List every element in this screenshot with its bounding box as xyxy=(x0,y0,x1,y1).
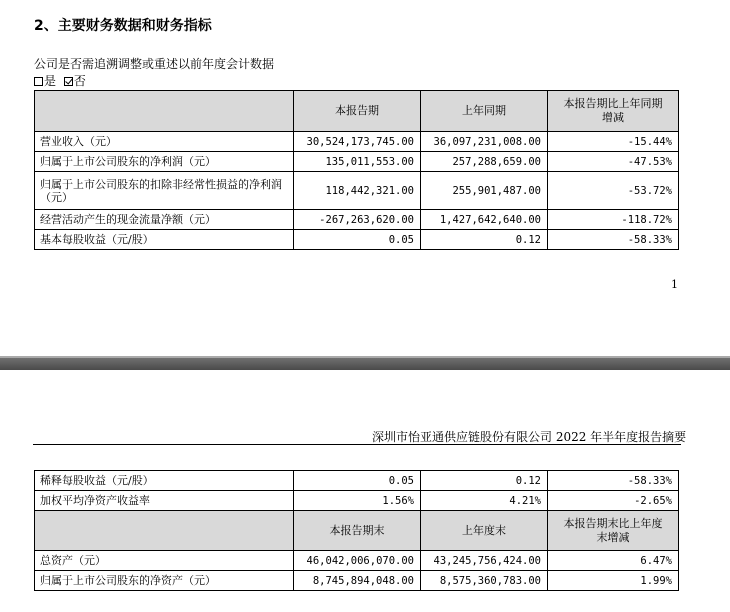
page-number: 1 xyxy=(671,278,678,291)
header-change-line2: 增减 xyxy=(602,111,624,124)
header-current-period: 本报告期 xyxy=(294,91,421,132)
change-value: -118.72% xyxy=(548,210,679,230)
checkbox-yes[interactable] xyxy=(34,77,43,86)
table-row xyxy=(35,571,679,591)
change-value: 1.99% xyxy=(548,571,679,591)
row-label: 加权平均净资产收益率 xyxy=(35,491,294,511)
financial-data-table xyxy=(34,90,679,250)
prior-value: 4.21% xyxy=(421,491,548,511)
header-change xyxy=(548,511,679,551)
table-row xyxy=(35,551,679,571)
prior-value: 0.12 xyxy=(421,230,548,250)
row-label: 归属于上市公司股东的净资产（元） xyxy=(35,571,294,591)
prior-value: 36,097,231,008.00 xyxy=(421,132,548,152)
current-value: 8,745,894,048.00 xyxy=(294,571,421,591)
header-empty xyxy=(35,511,294,551)
current-value: -267,263,620.00 xyxy=(294,210,421,230)
change-value: -47.53% xyxy=(548,152,679,172)
row-label: 基本每股收益（元/股） xyxy=(35,230,294,250)
prior-value: 8,575,360,783.00 xyxy=(421,571,548,591)
current-value: 46,042,006,070.00 xyxy=(294,551,421,571)
table-row xyxy=(35,230,679,250)
row-label: 经营活动产生的现金流量净额（元） xyxy=(35,210,294,230)
change-value: 6.47% xyxy=(548,551,679,571)
table-row xyxy=(35,132,679,152)
current-value: 135,011,553.00 xyxy=(294,152,421,172)
change-value: -2.65% xyxy=(548,491,679,511)
prior-value: 1,427,642,640.00 xyxy=(421,210,548,230)
prior-value: 43,245,756,424.00 xyxy=(421,551,548,571)
table-row xyxy=(35,491,679,511)
row-label: 总资产（元） xyxy=(35,551,294,571)
table-row xyxy=(35,152,679,172)
current-value: 118,442,321.00 xyxy=(294,172,421,210)
current-value: 30,524,173,745.00 xyxy=(294,132,421,152)
change-value: -58.33% xyxy=(548,230,679,250)
row-label: 营业收入（元） xyxy=(35,132,294,152)
header-change-line2: 末增减 xyxy=(596,530,630,544)
table-row xyxy=(35,172,679,210)
row-label: 归属于上市公司股东的扣除非经常性损益的净利润（元） xyxy=(35,172,294,210)
row-label: 稀释每股收益（元/股） xyxy=(35,471,294,491)
prior-value: 257,288,659.00 xyxy=(421,152,548,172)
running-header: 深圳市怡亚通供应链股份有限公司 2022 年半年度报告摘要 xyxy=(372,430,687,444)
header-period-end: 本报告期末 xyxy=(294,511,421,551)
prior-value: 0.12 xyxy=(421,471,548,491)
current-value: 0.05 xyxy=(294,230,421,250)
table-row xyxy=(35,210,679,230)
header-prior-period: 上年同期 xyxy=(421,91,548,132)
change-value: -58.33% xyxy=(548,471,679,491)
current-value: 1.56% xyxy=(294,491,421,511)
table-header-row xyxy=(35,511,679,551)
option-yes-label: 是 xyxy=(44,74,57,88)
header-change-line1: 本报告期末比上年度 xyxy=(563,516,663,530)
running-header-rule xyxy=(33,444,681,445)
financial-data-table-continued xyxy=(34,470,679,591)
checkbox-no[interactable] xyxy=(64,77,73,86)
prior-value: 255,901,487.00 xyxy=(421,172,548,210)
option-no-label: 否 xyxy=(73,74,86,88)
header-empty xyxy=(35,91,294,132)
header-change xyxy=(548,91,679,132)
change-value: -53.72% xyxy=(548,172,679,210)
change-value: -15.44% xyxy=(548,132,679,152)
table-header-row xyxy=(35,91,679,132)
restatement-question: 公司是否需追溯调整或重述以前年度会计数据 xyxy=(34,57,275,71)
page-break-divider xyxy=(0,358,730,370)
header-prior-year-end: 上年度末 xyxy=(421,511,548,551)
current-value: 0.05 xyxy=(294,471,421,491)
table-row xyxy=(35,471,679,491)
restatement-options xyxy=(34,72,86,89)
row-label: 归属于上市公司股东的净利润（元） xyxy=(35,152,294,172)
header-change-line1: 本报告期比上年同期 xyxy=(563,97,663,110)
section-heading: 2、主要财务数据和财务指标 xyxy=(34,18,212,34)
